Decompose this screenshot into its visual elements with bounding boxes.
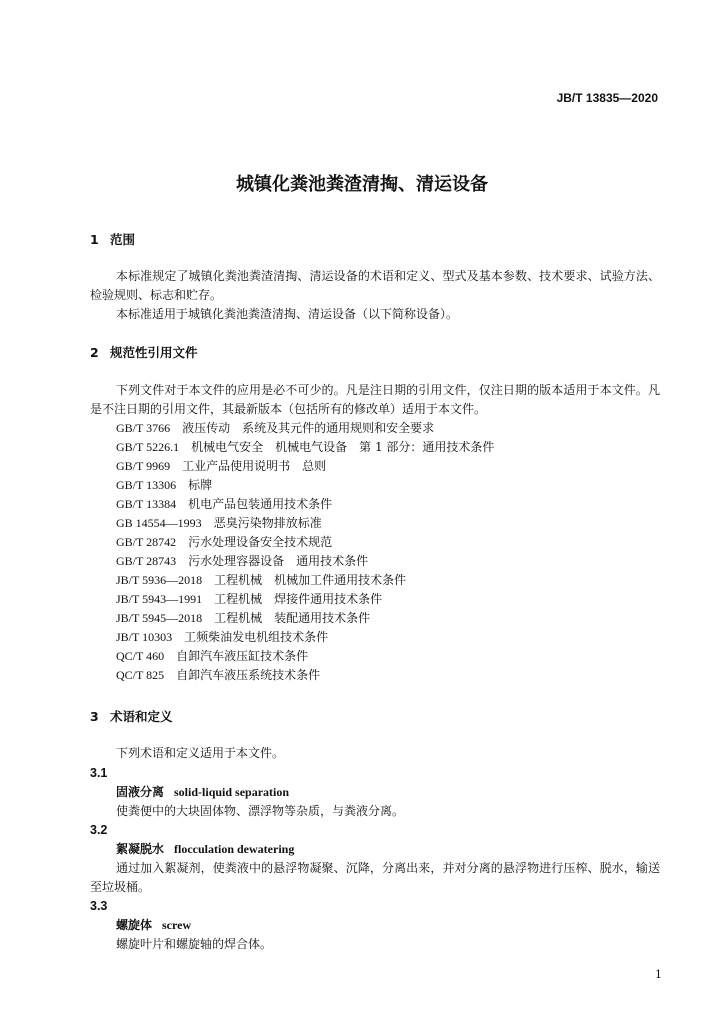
reference-code: GB 14554—1993 bbox=[116, 516, 202, 530]
section-1-heading bbox=[90, 230, 135, 249]
reference-code: JB/T 5943—1991 bbox=[116, 592, 203, 606]
term-number: 3.2 bbox=[90, 823, 108, 837]
reference-item bbox=[116, 647, 494, 666]
section-1-paragraph-scope: 本标准规定了城镇化粪池粪渣清掏、清运设备的术语和定义、型式及基本参数、技术要求、试验方法、检验规则、标志和贮存。 bbox=[90, 269, 660, 302]
reference-title: 工频柴油发电机组技术条件 bbox=[184, 630, 329, 644]
reference-item bbox=[116, 628, 494, 647]
reference-item bbox=[116, 533, 494, 552]
reference-title: 机电产品包装通用技术条件 bbox=[188, 497, 333, 511]
term-definition: 螺旋叶片和螺旋轴的焊合体。 bbox=[116, 937, 273, 951]
section-3-intro: 下列术语和定义适用于本文件。 bbox=[116, 746, 285, 760]
reference-list bbox=[116, 419, 494, 685]
reference-code: GB/T 13306 bbox=[116, 478, 177, 492]
section-1-number: 1 bbox=[90, 232, 99, 247]
reference-title: 污水处理容器设备 通用技术条件 bbox=[188, 554, 369, 568]
reference-item bbox=[116, 590, 494, 609]
term-definition: 使粪便中的大块固体物、漂浮物等杂质，与粪液分离。 bbox=[116, 804, 405, 818]
reference-code: JB/T 10303 bbox=[116, 630, 173, 644]
term-chinese: 螺旋体 bbox=[116, 918, 153, 932]
reference-code: GB/T 28742 bbox=[116, 535, 177, 549]
reference-title: 标牌 bbox=[188, 478, 213, 492]
reference-item bbox=[116, 609, 494, 628]
section-1-title: 范围 bbox=[110, 232, 136, 247]
term-heading bbox=[116, 783, 289, 802]
reference-item bbox=[116, 495, 494, 514]
term-heading bbox=[116, 916, 191, 935]
reference-code: QC/T 825 bbox=[116, 668, 165, 682]
section-3-heading bbox=[90, 707, 173, 726]
page-number: 1 bbox=[655, 968, 662, 981]
term-english: screw bbox=[162, 918, 192, 932]
reference-item bbox=[116, 571, 494, 590]
term-number: 3.3 bbox=[90, 899, 108, 913]
section-3-title: 术语和定义 bbox=[110, 709, 173, 724]
reference-item bbox=[116, 666, 494, 685]
reference-title: 工业产品使用说明书 总则 bbox=[182, 459, 327, 473]
term-number: 3.1 bbox=[90, 766, 108, 780]
reference-item bbox=[116, 438, 494, 457]
term-english: flocculation dewatering bbox=[174, 842, 295, 856]
reference-code: JB/T 5936—2018 bbox=[116, 573, 203, 587]
reference-code: GB/T 5226.1 bbox=[116, 440, 180, 454]
reference-code: GB/T 3766 bbox=[116, 421, 171, 435]
document-title: 城镇化粪池粪渣清掏、清运设备 bbox=[236, 174, 488, 195]
section-2-number: 2 bbox=[90, 345, 99, 360]
reference-code: GB/T 28743 bbox=[116, 554, 177, 568]
reference-title: 液压传动 系统及其元件的通用规则和安全要求 bbox=[182, 421, 435, 435]
section-1-paragraph-applicability: 本标准适用于城镇化粪池粪渣清掏、清运设备（以下简称设备）。 bbox=[116, 307, 459, 321]
reference-item bbox=[116, 457, 494, 476]
section-2-title: 规范性引用文件 bbox=[110, 345, 198, 360]
section-2-heading bbox=[90, 343, 198, 362]
term-heading bbox=[116, 840, 294, 859]
term-chinese: 絮凝脱水 bbox=[116, 842, 165, 856]
reference-code: GB/T 13384 bbox=[116, 497, 177, 511]
reference-code: QC/T 460 bbox=[116, 649, 165, 663]
reference-title: 自卸汽车液压系统技术条件 bbox=[176, 668, 321, 682]
reference-title: 机械电气安全 机械电气设备 第 1 部分：通用技术条件 bbox=[191, 440, 495, 454]
standard-number: JB/T 13835—2020 bbox=[556, 91, 658, 105]
term-english: solid-liquid separation bbox=[174, 785, 290, 799]
section-3-number: 3 bbox=[90, 709, 99, 724]
term-definition: 通过加入絮凝剂，使粪液中的悬浮物凝聚、沉降，分离出来，并对分离的悬浮物进行压榨、脱水，输送至垃圾桶。 bbox=[90, 861, 660, 894]
reference-title: 污水处理设备安全技术规范 bbox=[188, 535, 333, 549]
reference-title: 工程机械 焊接件通用技术条件 bbox=[214, 592, 383, 606]
section-2-intro: 下列文件对于本文件的应用是必不可少的。凡是注日期的引用文件，仅注日期的版本适用于本文件。凡是不注日期的引用文件，其最新版本（包括所有的修改单）适用于本文件。 bbox=[90, 383, 660, 416]
reference-item bbox=[116, 476, 494, 495]
reference-title: 工程机械 装配通用技术条件 bbox=[214, 611, 371, 625]
reference-title: 恶臭污染物排放标准 bbox=[213, 516, 322, 530]
term-chinese: 固液分离 bbox=[116, 785, 165, 799]
reference-code: JB/T 5945—2018 bbox=[116, 611, 203, 625]
reference-title: 自卸汽车液压缸技术条件 bbox=[176, 649, 309, 663]
reference-title: 工程机械 机械加工件通用技术条件 bbox=[214, 573, 407, 587]
reference-item bbox=[116, 552, 494, 571]
reference-item bbox=[116, 419, 494, 438]
reference-item bbox=[116, 514, 494, 533]
reference-code: GB/T 9969 bbox=[116, 459, 171, 473]
